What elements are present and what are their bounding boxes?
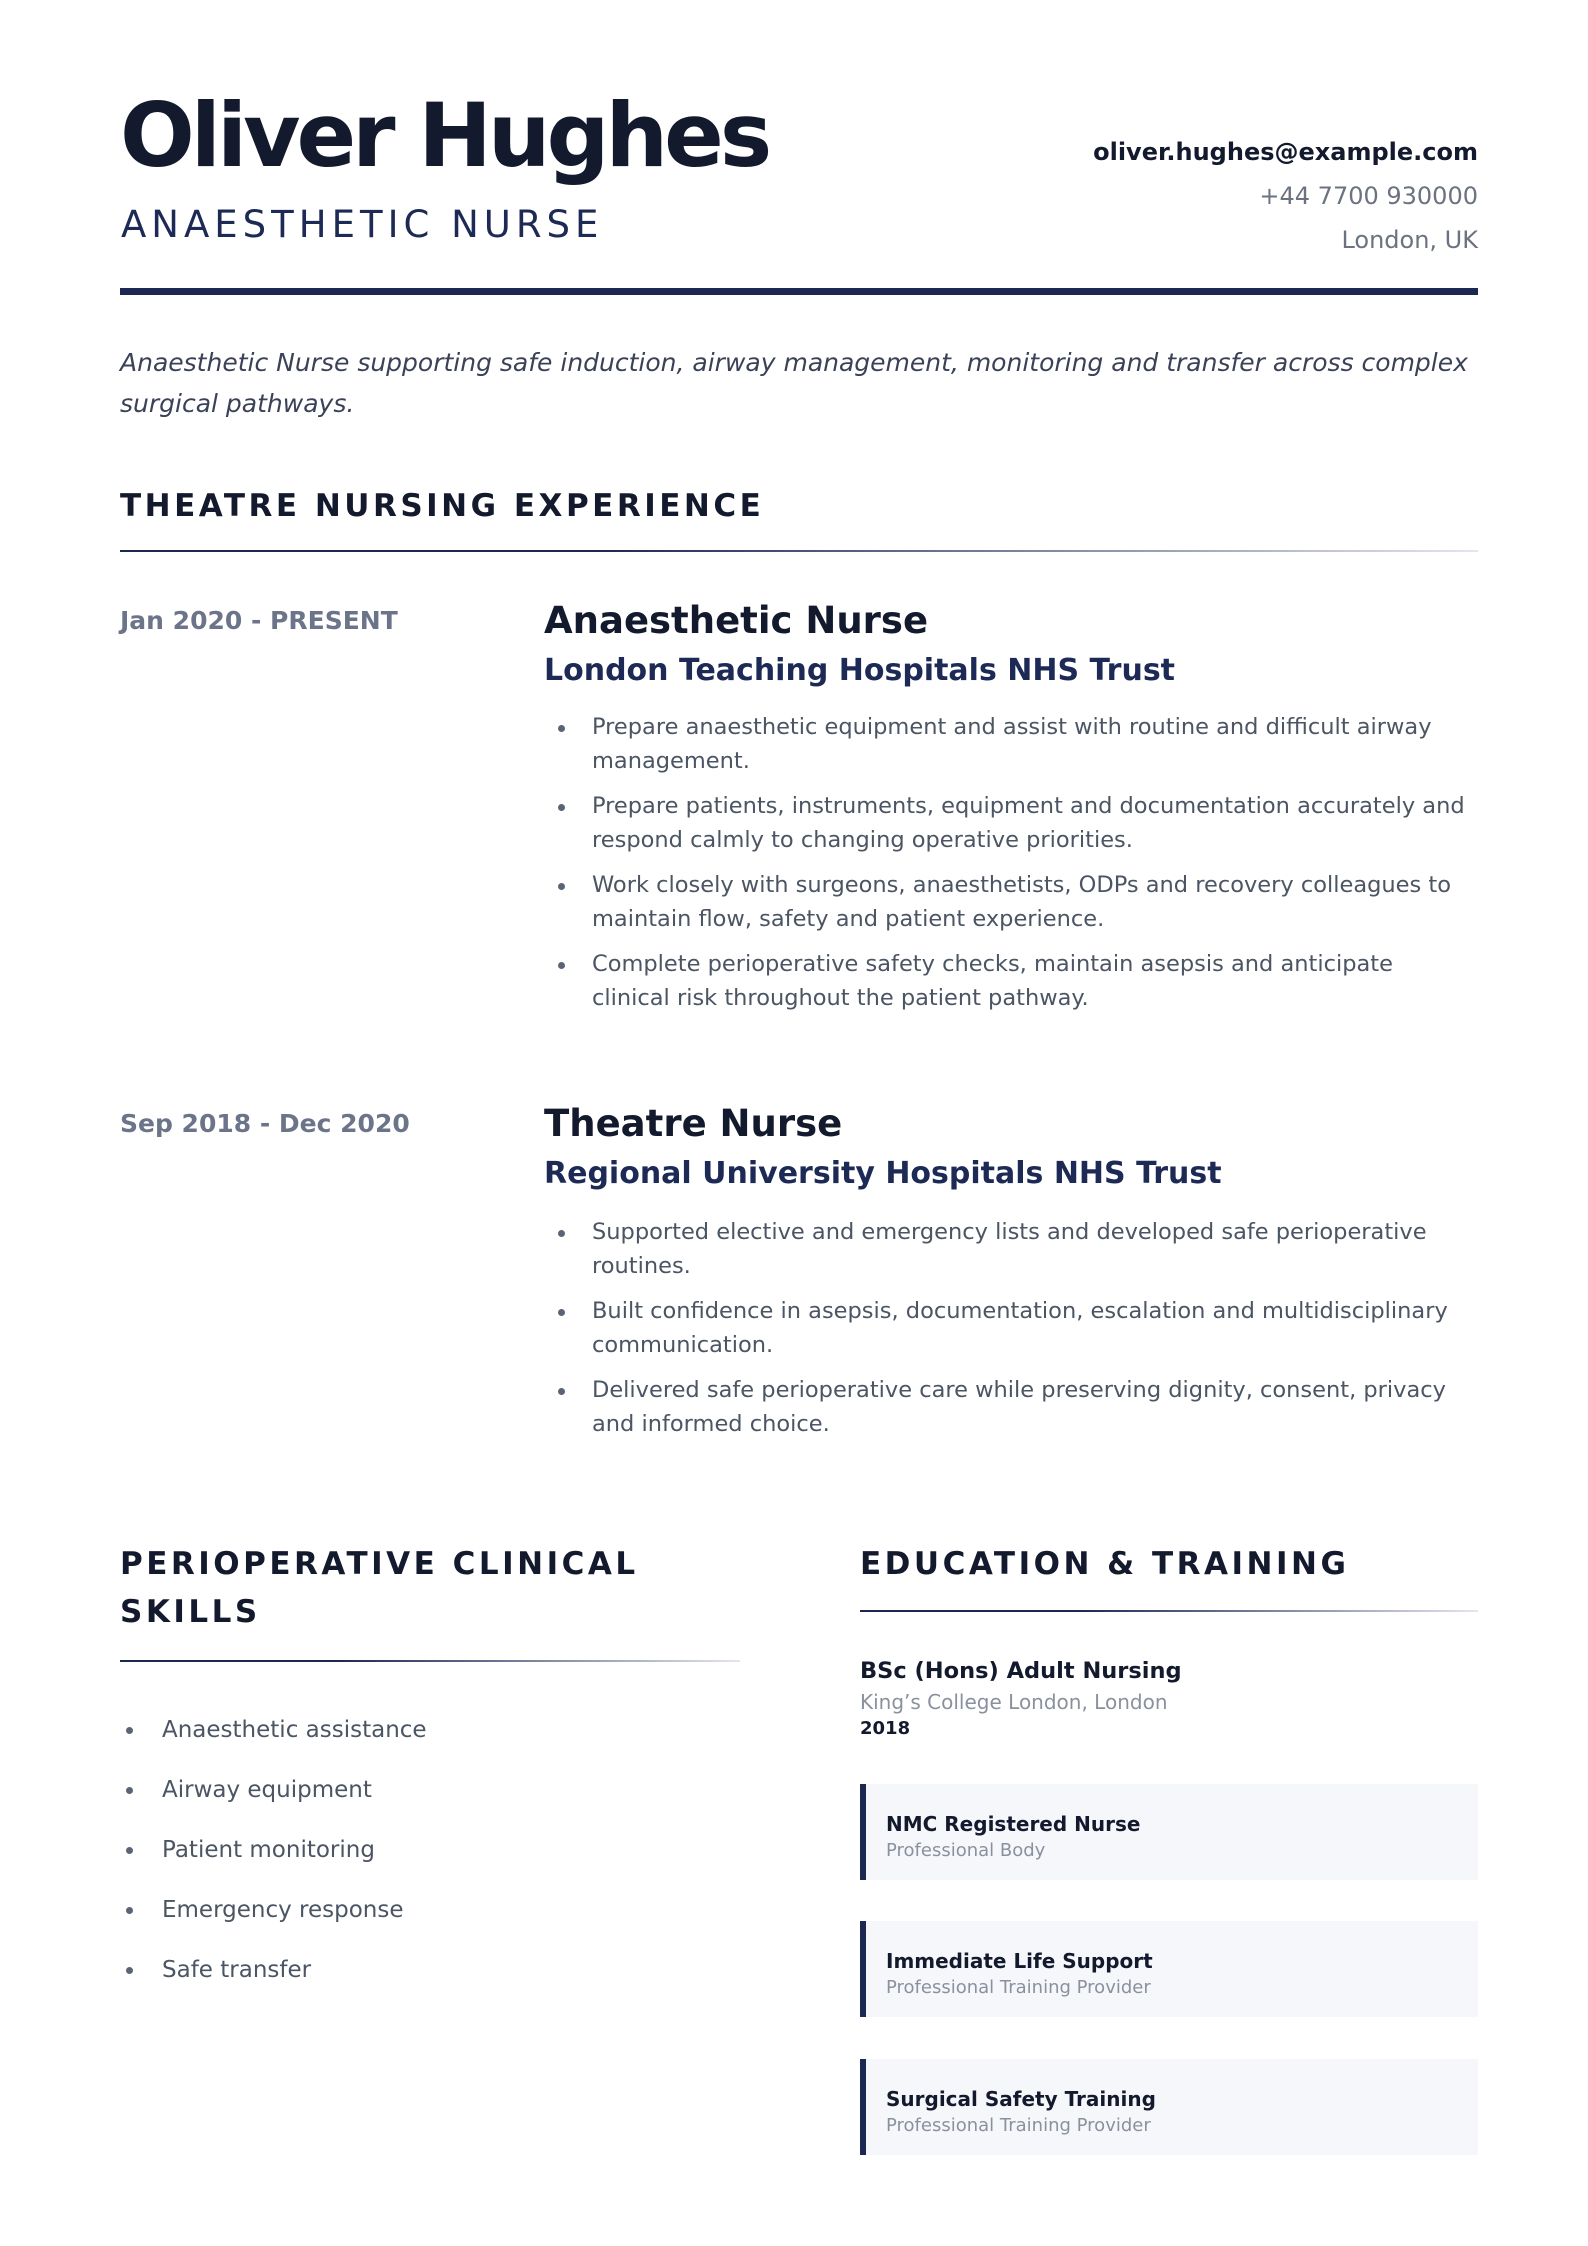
job-dates: Sep 2018 - Dec 2020 [120,1109,410,1138]
education-heading: EDUCATION & TRAINING [860,1546,1350,1582]
contact-block [1093,130,1478,262]
skills-list [120,1700,740,2000]
education-school: King’s College London, London [860,1690,1168,1714]
profile-summary: Anaesthetic Nurse supporting safe induction, airway management, monitoring and transfer across complex surgical pathways. [120,348,1468,418]
job-role: Theatre Nurse [544,1102,843,1145]
list-item: Built confidence in asepsis, documentation, escalation and multidisciplinary communication. [544,1294,1474,1362]
experience-heading: THEATRE NURSING EXPERIENCE [120,488,765,524]
education-divider [860,1610,1478,1612]
list-item: Prepare patients, instruments, equipment and documentation accurately and respond calmly to changing operative priorities. [544,789,1474,857]
list-item: Delivered safe perioperative care while preserving dignity, consent, privacy and informed choice. [544,1373,1474,1441]
list-item: Emergency response [120,1880,740,1940]
job-employer: Regional University Hospitals NHS Trust [544,1156,1222,1191]
candidate-title: ANAESTHETIC NURSE [121,203,604,246]
skills-heading-line: PERIOPERATIVE CLINICAL [120,1546,639,1582]
job-employer: London Teaching Hospitals NHS Trust [544,653,1176,688]
skills-divider [120,1660,740,1662]
contact-email[interactable]: oliver.hughes@example.com [1093,138,1478,166]
skills-heading [120,1540,639,1636]
skills-heading-line: SKILLS [120,1594,261,1630]
list-item: Anaesthetic assistance [120,1700,740,1760]
job-responsibilities [544,1215,1474,1452]
certification-provider: Professional Body [886,1840,1046,1861]
list-item: Patient monitoring [120,1820,740,1880]
job-responsibilities [544,710,1474,1026]
certification-card [860,2059,1478,2155]
job-dates: Jan 2020 - PRESENT [120,606,398,635]
certification-card [860,1784,1478,1880]
list-item: Safe transfer [120,1940,740,2000]
certification-title: Surgical Safety Training [886,2087,1156,2111]
list-item: Complete perioperative safety checks, maintain asepsis and anticipate clinical risk throughout the patient pathway. [544,947,1474,1015]
list-item: Supported elective and emergency lists and developed safe perioperative routines. [544,1215,1474,1283]
job-role: Anaesthetic Nurse [544,599,929,642]
list-item: Airway equipment [120,1760,740,1820]
contact-location: London, UK [1341,226,1478,254]
contact-phone[interactable]: +44 7700 930000 [1259,182,1478,210]
certification-provider: Professional Training Provider [886,1977,1151,1998]
certification-card [860,1921,1478,2017]
header-divider [120,288,1478,295]
education-degree: BSc (Hons) Adult Nursing [860,1658,1182,1684]
education-year: 2018 [860,1718,911,1739]
certification-provider: Professional Training Provider [886,2115,1151,2136]
candidate-name: Oliver Hughes [120,84,769,187]
certification-title: Immediate Life Support [886,1949,1153,1973]
list-item: Work closely with surgeons, anaesthetists, ODPs and recovery colleagues to maintain flow, safety and patient experience. [544,868,1474,936]
list-item: Prepare anaesthetic equipment and assist with routine and difficult airway management. [544,710,1474,778]
experience-divider [120,550,1478,552]
certification-title: NMC Registered Nurse [886,1812,1141,1836]
